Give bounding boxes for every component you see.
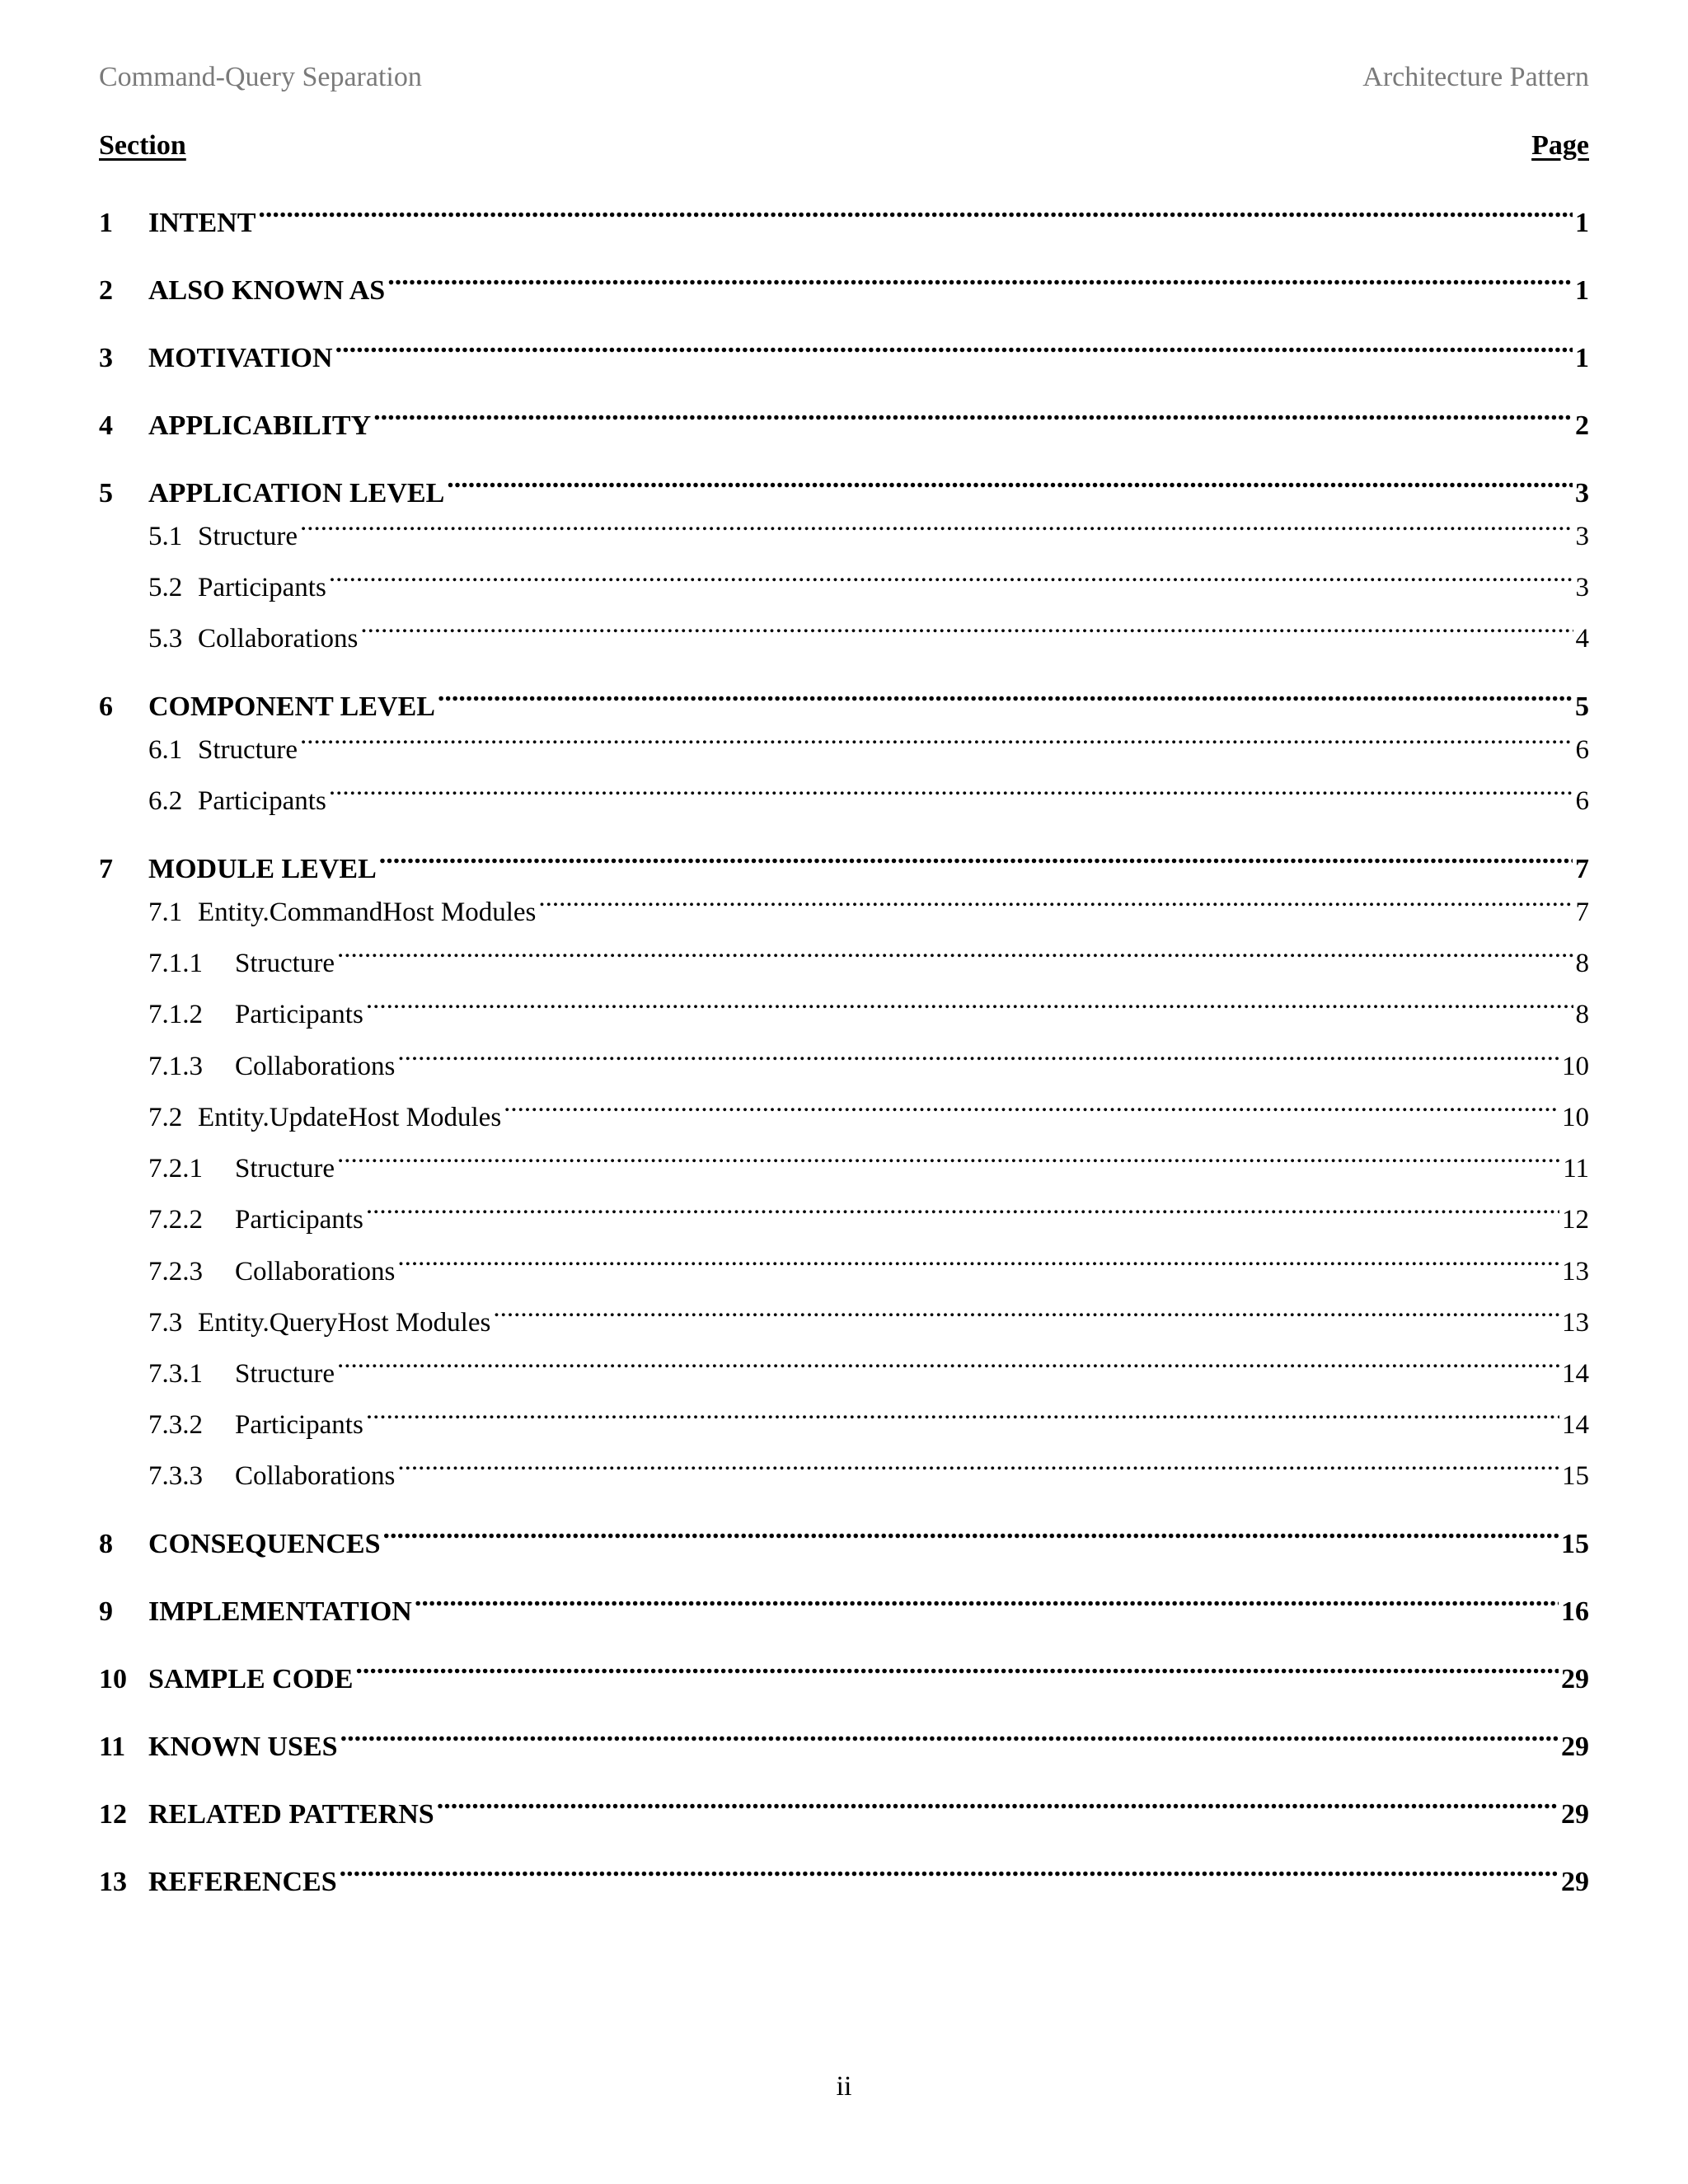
toc-subentry[interactable]: [99, 1346, 1589, 1392]
toc-entry-page: 15: [1562, 1461, 1589, 1491]
toc-entry-page: 7: [1575, 854, 1589, 884]
dot-leader: [387, 263, 1573, 299]
toc-entry-number: 7.2.1: [148, 1154, 203, 1183]
toc-subentry[interactable]: [99, 1038, 1589, 1085]
dot-leader: [438, 679, 1573, 715]
toc-entry-page: 6: [1575, 735, 1589, 765]
dot-leader: [329, 560, 1573, 596]
dot-leader: [258, 195, 1573, 232]
toc-subentry[interactable]: [99, 722, 1589, 768]
toc-entry-title: Participants: [198, 786, 326, 816]
toc-subentry[interactable]: [99, 1397, 1589, 1443]
toc-entry-number: 5.1: [148, 522, 183, 551]
dot-leader: [415, 1584, 1559, 1620]
dot-leader: [335, 330, 1573, 367]
toc-entry-title: INTENT: [148, 208, 256, 238]
toc-entry-number: 7.3: [148, 1308, 183, 1338]
toc-entry-page: 29: [1561, 1799, 1589, 1830]
toc-entry[interactable]: [99, 1652, 1589, 1698]
dot-leader: [366, 1192, 1559, 1228]
toc-entry-number: 10: [99, 1664, 127, 1694]
dot-leader: [340, 1719, 1559, 1755]
toc-entry-page: 12: [1562, 1205, 1589, 1235]
toc-entry-number: 7.1.1: [148, 949, 203, 978]
toc-entry-title: Structure: [235, 1154, 335, 1183]
toc-entry[interactable]: [99, 1516, 1589, 1563]
toc-entry-number: 7.1: [148, 898, 183, 927]
toc-entry[interactable]: [99, 466, 1589, 512]
toc-entry-number: 9: [99, 1596, 113, 1627]
toc-entry-title: Collaborations: [235, 1461, 396, 1491]
toc-subentry[interactable]: [99, 509, 1589, 555]
toc-entry-title: Structure: [198, 522, 298, 551]
toc-entry-number: 7.1.3: [148, 1052, 203, 1081]
toc-subentry[interactable]: [99, 935, 1589, 982]
toc-entry-title: Collaborations: [235, 1257, 396, 1286]
dot-leader: [355, 1652, 1559, 1688]
toc-entry[interactable]: [99, 1787, 1589, 1833]
toc-entry-number: 1: [99, 208, 113, 238]
toc-entry[interactable]: [99, 263, 1589, 309]
toc-entry[interactable]: [99, 679, 1589, 725]
toc-entry-page: 3: [1575, 522, 1589, 551]
dot-leader: [337, 1346, 1559, 1382]
toc-entry-title: APPLICABILITY: [148, 410, 372, 441]
toc-entry-page: 10: [1562, 1052, 1589, 1081]
toc-entry[interactable]: [99, 330, 1589, 377]
toc-entry-number: 7.2: [148, 1103, 183, 1132]
toc-entry-title: REFERENCES: [148, 1867, 337, 1897]
dot-leader: [447, 466, 1573, 502]
toc-entry-number: 8: [99, 1529, 113, 1559]
toc-entry-page: 8: [1575, 1000, 1589, 1029]
toc-entry-number: 4: [99, 410, 113, 441]
toc-subentry[interactable]: [99, 1141, 1589, 1187]
page-column-heading: Page: [1531, 130, 1589, 161]
toc-entry-page: 13: [1562, 1257, 1589, 1286]
toc-entry-number: 11: [99, 1732, 126, 1762]
toc-entry-number: 6.2: [148, 786, 183, 816]
dot-leader: [538, 884, 1573, 921]
toc-entry-title: MOTIVATION: [148, 343, 333, 373]
dot-leader: [493, 1295, 1559, 1331]
dot-leader: [360, 611, 1573, 647]
toc-entry[interactable]: [99, 1854, 1589, 1900]
dot-leader: [437, 1787, 1559, 1823]
toc-entry-title: APPLICATION LEVEL: [148, 478, 445, 509]
toc-entry-title: Collaborations: [235, 1052, 396, 1081]
toc-subentry[interactable]: [99, 773, 1589, 819]
toc-entry-title: Structure: [235, 949, 335, 978]
toc-entry-page: 29: [1561, 1732, 1589, 1762]
toc-subentry[interactable]: [99, 884, 1589, 930]
toc-entry[interactable]: [99, 841, 1589, 888]
toc-entry-title: Participants: [235, 1205, 363, 1235]
toc-entry-page: 10: [1562, 1103, 1589, 1132]
toc-entry[interactable]: [99, 195, 1589, 241]
toc-entry-page: 14: [1562, 1359, 1589, 1389]
toc-entry[interactable]: [99, 398, 1589, 444]
toc-entry-number: 6: [99, 691, 113, 722]
toc-entry-title: MODULE LEVEL: [148, 854, 377, 884]
section-column-heading: Section: [99, 130, 186, 161]
toc-entry-page: 3: [1575, 573, 1589, 602]
toc-entry-number: 13: [99, 1867, 127, 1897]
toc-entry-title: Collaborations: [198, 624, 359, 654]
toc-entry-page: 1: [1575, 208, 1589, 238]
toc-entry-number: 7.3.3: [148, 1461, 203, 1491]
dot-leader: [397, 1448, 1559, 1484]
dot-leader: [337, 1141, 1560, 1177]
toc-subentry[interactable]: [99, 987, 1589, 1033]
toc-entry-title: Entity.UpdateHost Modules: [198, 1103, 502, 1132]
toc-subentry[interactable]: [99, 1090, 1589, 1136]
toc-subentry[interactable]: [99, 1295, 1589, 1341]
toc-entry-number: 5.2: [148, 573, 183, 602]
dot-leader: [329, 773, 1573, 809]
toc-entry-page: 1: [1575, 343, 1589, 373]
dot-leader: [397, 1038, 1559, 1075]
toc-entry-title: Structure: [198, 735, 298, 765]
header-document-title: Command-Query Separation: [99, 62, 422, 92]
toc-entry-title: KNOWN USES: [148, 1732, 338, 1762]
toc-entry-page: 5: [1575, 691, 1589, 722]
toc-entry-page: 16: [1561, 1596, 1589, 1627]
dot-leader: [300, 509, 1573, 545]
toc-entry-number: 7: [99, 854, 113, 884]
dot-leader: [504, 1090, 1559, 1126]
toc-entry-page: 29: [1561, 1664, 1589, 1694]
toc-entry-page: 7: [1575, 898, 1589, 927]
toc-entry-title: SAMPLE CODE: [148, 1664, 354, 1694]
toc-subentry[interactable]: [99, 1448, 1589, 1494]
toc-entry-title: Structure: [235, 1359, 335, 1389]
toc-entry[interactable]: [99, 1719, 1589, 1765]
toc-entry-number: 5: [99, 478, 113, 509]
toc-entry-title: Participants: [198, 573, 326, 602]
toc-entry-title: COMPONENT LEVEL: [148, 691, 435, 722]
toc-entry-page: 8: [1575, 949, 1589, 978]
toc-entry-number: 7.2.3: [148, 1257, 203, 1286]
dot-leader: [379, 841, 1573, 878]
toc-entry-page: 29: [1561, 1867, 1589, 1897]
toc-entry-page: 11: [1563, 1154, 1589, 1183]
dot-leader: [373, 398, 1573, 434]
toc-entry[interactable]: [99, 1584, 1589, 1630]
dot-leader: [340, 1854, 1559, 1891]
toc-entry-page: 2: [1575, 410, 1589, 441]
dot-leader: [366, 1397, 1559, 1433]
toc-entry-number: 7.3.1: [148, 1359, 203, 1389]
toc-entry-title: ALSO KNOWN AS: [148, 275, 386, 306]
toc-entry-page: 1: [1575, 275, 1589, 306]
toc-entry-title: Participants: [235, 1410, 363, 1440]
toc-entry-page: 14: [1562, 1410, 1589, 1440]
toc-entry-title: CONSEQUENCES: [148, 1529, 381, 1559]
toc-entry-page: 13: [1562, 1308, 1589, 1338]
toc-entry-number: 3: [99, 343, 113, 373]
dot-leader: [383, 1516, 1559, 1553]
dot-leader: [397, 1244, 1559, 1280]
toc-subentry[interactable]: [99, 560, 1589, 606]
toc-subentry[interactable]: [99, 611, 1589, 657]
toc-entry-number: 7.2.2: [148, 1205, 203, 1235]
dot-leader: [366, 987, 1573, 1023]
toc-entry-number: 2: [99, 275, 113, 306]
table-of-contents: [99, 0, 1589, 2184]
header-document-type: Architecture Pattern: [1362, 62, 1589, 92]
toc-entry-title: Entity.CommandHost Modules: [198, 898, 537, 927]
toc-subentry[interactable]: [99, 1192, 1589, 1238]
toc-entry-page: 4: [1575, 624, 1589, 654]
toc-entry-number: 7.3.2: [148, 1410, 203, 1440]
toc-entry-title: RELATED PATTERNS: [148, 1799, 434, 1830]
toc-entry-title: Participants: [235, 1000, 363, 1029]
toc-entry-page: 15: [1561, 1529, 1589, 1559]
toc-subentry[interactable]: [99, 1244, 1589, 1290]
toc-entry-page: 6: [1575, 786, 1589, 816]
toc-entry-number: 6.1: [148, 735, 183, 765]
toc-entry-title: IMPLEMENTATION: [148, 1596, 412, 1627]
toc-entry-number: 7.1.2: [148, 1000, 203, 1029]
toc-entry-number: 5.3: [148, 624, 183, 654]
page-number: ii: [836, 2071, 852, 2102]
toc-entry-number: 12: [99, 1799, 127, 1830]
dot-leader: [300, 722, 1573, 758]
toc-entry-page: 3: [1575, 478, 1589, 509]
toc-entry-title: Entity.QueryHost Modules: [198, 1308, 491, 1338]
dot-leader: [337, 935, 1573, 972]
